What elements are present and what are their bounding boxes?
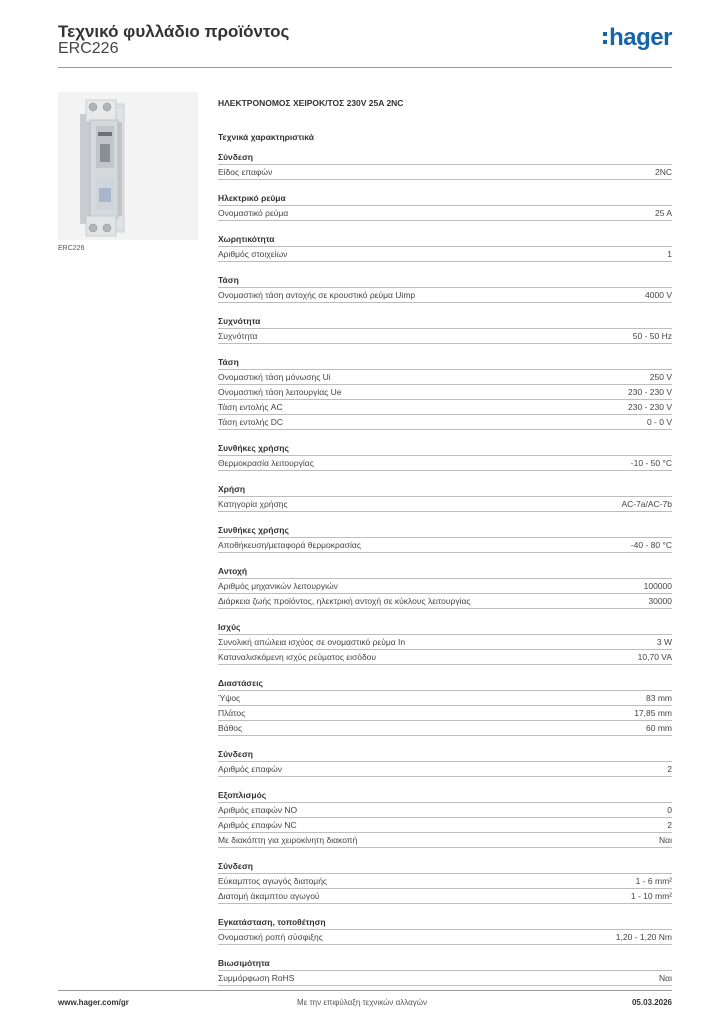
spec-label: Είδος επαφών xyxy=(218,167,273,177)
spec-row xyxy=(218,370,672,385)
group-title: Σύνδεση xyxy=(218,749,253,759)
spec-row xyxy=(218,803,672,818)
spec-value: 100000 xyxy=(643,581,672,591)
spec-rows xyxy=(218,164,672,180)
spec-value: 60 mm xyxy=(646,723,672,733)
spec-rows xyxy=(218,287,672,303)
spec-row xyxy=(218,762,672,777)
spec-rows xyxy=(218,328,672,344)
spec-label: Τάση εντολής AC xyxy=(218,402,283,412)
footer-divider xyxy=(58,990,672,991)
spec-label: Ύψος xyxy=(218,693,241,703)
contactor-device-icon xyxy=(58,92,198,240)
spec-value: 2 xyxy=(667,820,672,830)
spec-row xyxy=(218,385,672,400)
spec-group xyxy=(218,677,672,736)
spec-rows xyxy=(218,369,672,430)
spec-value: 25 A xyxy=(654,208,672,218)
section-heading: Τεχνικά χαρακτηριστικά xyxy=(218,132,314,142)
spec-rows xyxy=(218,496,672,512)
spec-group xyxy=(218,860,672,904)
spec-group xyxy=(218,957,672,986)
spec-group xyxy=(218,151,672,180)
spec-group xyxy=(218,524,672,553)
spec-row xyxy=(218,456,672,471)
spec-rows xyxy=(218,970,672,986)
spec-label: Αριθμός επαφών NO xyxy=(218,805,298,815)
spec-group xyxy=(218,483,672,512)
spec-group xyxy=(218,748,672,777)
spec-value: 0 - 0 V xyxy=(646,417,672,427)
spec-row xyxy=(218,594,672,609)
footer-date: 05.03.2026 xyxy=(631,998,672,1007)
group-title: Εξοπλισμός xyxy=(218,790,267,800)
spec-group xyxy=(218,315,672,344)
spec-rows xyxy=(218,537,672,553)
group-title: Ηλεκτρικό ρεύμα xyxy=(218,193,286,203)
group-title: Συνθήκες χρήσης xyxy=(218,525,289,535)
spec-row xyxy=(218,691,672,706)
spec-row xyxy=(218,415,672,430)
spec-label: Αριθμός επαφών xyxy=(218,764,283,774)
spec-row xyxy=(218,206,672,221)
spec-row xyxy=(218,400,672,415)
footer-notice: Με την επιφύλαξη τεχνικών αλλαγών xyxy=(297,998,427,1007)
spec-value: Ναι xyxy=(659,835,672,845)
spec-label: Ονομαστική τάση λειτουργίας Ue xyxy=(218,387,342,397)
spec-value: 4000 V xyxy=(645,290,672,300)
product-image xyxy=(58,92,198,240)
spec-label: Συχνότητα xyxy=(218,331,258,341)
spec-group xyxy=(218,442,672,471)
spec-row xyxy=(218,579,672,594)
spec-label: Ονομαστικό ρεύμα xyxy=(218,208,289,218)
group-title: Χρήση xyxy=(218,484,246,494)
spec-value: 10,70 VA xyxy=(637,652,672,662)
spec-value: 30000 xyxy=(648,596,672,606)
group-title: Τάση xyxy=(218,357,239,367)
spec-rows xyxy=(218,802,672,848)
spec-value: -40 - 80 °C xyxy=(630,540,672,550)
hager-logo[interactable] xyxy=(603,26,672,50)
spec-row xyxy=(218,818,672,833)
logo-dots-icon xyxy=(603,32,607,44)
page-title: Τεχνικό φυλλάδιο προϊόντος xyxy=(58,22,290,41)
spec-label: Αριθμός στοιχείων xyxy=(218,249,288,259)
spec-value: 0 xyxy=(667,805,672,815)
spec-groups xyxy=(218,151,672,986)
spec-value: -10 - 50 °C xyxy=(630,458,672,468)
product-code: ERC226 xyxy=(58,40,119,57)
spec-label: Θερμοκρασία λειτουργίας xyxy=(218,458,314,468)
group-title: Εγκατάσταση, τοποθέτηση xyxy=(218,917,326,927)
spec-value: 1,20 - 1,20 Nm xyxy=(615,932,672,942)
spec-row xyxy=(218,706,672,721)
group-title: Σύνδεση xyxy=(218,861,253,871)
spec-label: Πλάτος xyxy=(218,708,246,718)
spec-row xyxy=(218,889,672,904)
spec-value: 230 - 230 V xyxy=(628,402,672,412)
spec-rows xyxy=(218,690,672,736)
spec-row xyxy=(218,288,672,303)
spec-row xyxy=(218,930,672,945)
spec-value: 17,85 mm xyxy=(634,708,672,718)
spec-label: Ονομαστική τάση μόνωσης Ui xyxy=(218,372,331,382)
spec-value: AC-7a/AC-7b xyxy=(621,499,672,509)
product-title: ΗΛΕΚΤΡΟΝΟΜΟΣ ΧΕΙΡΟΚ/ΤΟΣ 230V 25A 2NC xyxy=(218,98,404,108)
spec-label: Συνολική απώλεια ισχύος σε ονομαστικό ρεύμα In xyxy=(218,637,406,647)
spec-row xyxy=(218,165,672,180)
spec-rows xyxy=(218,761,672,777)
spec-label: Καταναλισκόμενη ισχύς ρεύματος εισόδου xyxy=(218,652,377,662)
group-title: Τάση xyxy=(218,275,239,285)
group-title: Ισχύς xyxy=(218,622,241,632)
spec-row xyxy=(218,874,672,889)
spec-label: Με διακόπτη για χειροκίνητη διακοπή xyxy=(218,835,358,845)
spec-content xyxy=(218,98,672,986)
group-title: Βιωσιμότητα xyxy=(218,958,270,968)
group-title: Χωρητικότητα xyxy=(218,234,275,244)
group-title: Συνθήκες χρήσης xyxy=(218,443,289,453)
spec-label: Ονομαστική ροπή σύσφιξης xyxy=(218,932,323,942)
spec-group xyxy=(218,621,672,665)
spec-value: 2NC xyxy=(654,167,672,177)
spec-row xyxy=(218,329,672,344)
spec-group xyxy=(218,916,672,945)
spec-row xyxy=(218,833,672,848)
spec-label: Διάρκεια ζωής προϊόντος, ηλεκτρική αντοχή σε κύκλους λειτουργίας xyxy=(218,596,471,606)
image-caption: ERC226 xyxy=(58,245,85,252)
spec-value: 83 mm xyxy=(646,693,672,703)
spec-group xyxy=(218,356,672,430)
spec-group xyxy=(218,565,672,609)
spec-value: 230 - 230 V xyxy=(628,387,672,397)
spec-row xyxy=(218,971,672,986)
spec-row xyxy=(218,497,672,512)
spec-label: Διατομή άκαμπτου αγωγού xyxy=(218,891,320,901)
spec-value: 2 xyxy=(667,764,672,774)
spec-row xyxy=(218,650,672,665)
spec-label: Κατηγορία χρήσης xyxy=(218,499,288,509)
spec-label: Συμμόρφωση RoHS xyxy=(218,973,295,983)
group-title: Διαστάσεις xyxy=(218,678,263,688)
spec-row xyxy=(218,247,672,262)
spec-rows xyxy=(218,205,672,221)
spec-rows xyxy=(218,455,672,471)
spec-label: Αριθμός επαφών NC xyxy=(218,820,297,830)
spec-row xyxy=(218,635,672,650)
group-title: Σύνδεση xyxy=(218,152,253,162)
spec-row xyxy=(218,721,672,736)
group-title: Αντοχή xyxy=(218,566,248,576)
spec-rows xyxy=(218,634,672,665)
spec-group xyxy=(218,233,672,262)
spec-label: Εύκαμπτος αγωγός διατομής xyxy=(218,876,328,886)
spec-rows xyxy=(218,578,672,609)
spec-label: Βάθος xyxy=(218,723,243,733)
header-divider xyxy=(58,67,672,68)
spec-value: 50 - 50 Hz xyxy=(632,331,672,341)
spec-label: Ονομαστική τάση αντοχής σε κρουστικό ρεύμα Uimp xyxy=(218,290,416,300)
spec-rows xyxy=(218,873,672,904)
footer-website[interactable]: www.hager.com/gr xyxy=(58,998,129,1007)
spec-value: Ναι xyxy=(659,973,672,983)
spec-group xyxy=(218,789,672,848)
spec-group xyxy=(218,274,672,303)
spec-row xyxy=(218,538,672,553)
spec-label: Αριθμός μηχανικών λειτουργιών xyxy=(218,581,338,591)
spec-value: 1 - 10 mm² xyxy=(630,891,672,901)
spec-value: 3 W xyxy=(656,637,672,647)
spec-label: Τάση εντολής DC xyxy=(218,417,284,427)
spec-value: 1 - 6 mm² xyxy=(635,876,672,886)
spec-label: Αποθήκευση/μεταφορά θερμοκρασίας xyxy=(218,540,361,550)
spec-value: 1 xyxy=(667,249,672,259)
spec-value: 250 V xyxy=(649,372,672,382)
logo-text: hager xyxy=(609,24,672,51)
group-title: Συχνότητα xyxy=(218,316,261,326)
spec-group xyxy=(218,192,672,221)
spec-rows xyxy=(218,929,672,945)
spec-rows xyxy=(218,246,672,262)
